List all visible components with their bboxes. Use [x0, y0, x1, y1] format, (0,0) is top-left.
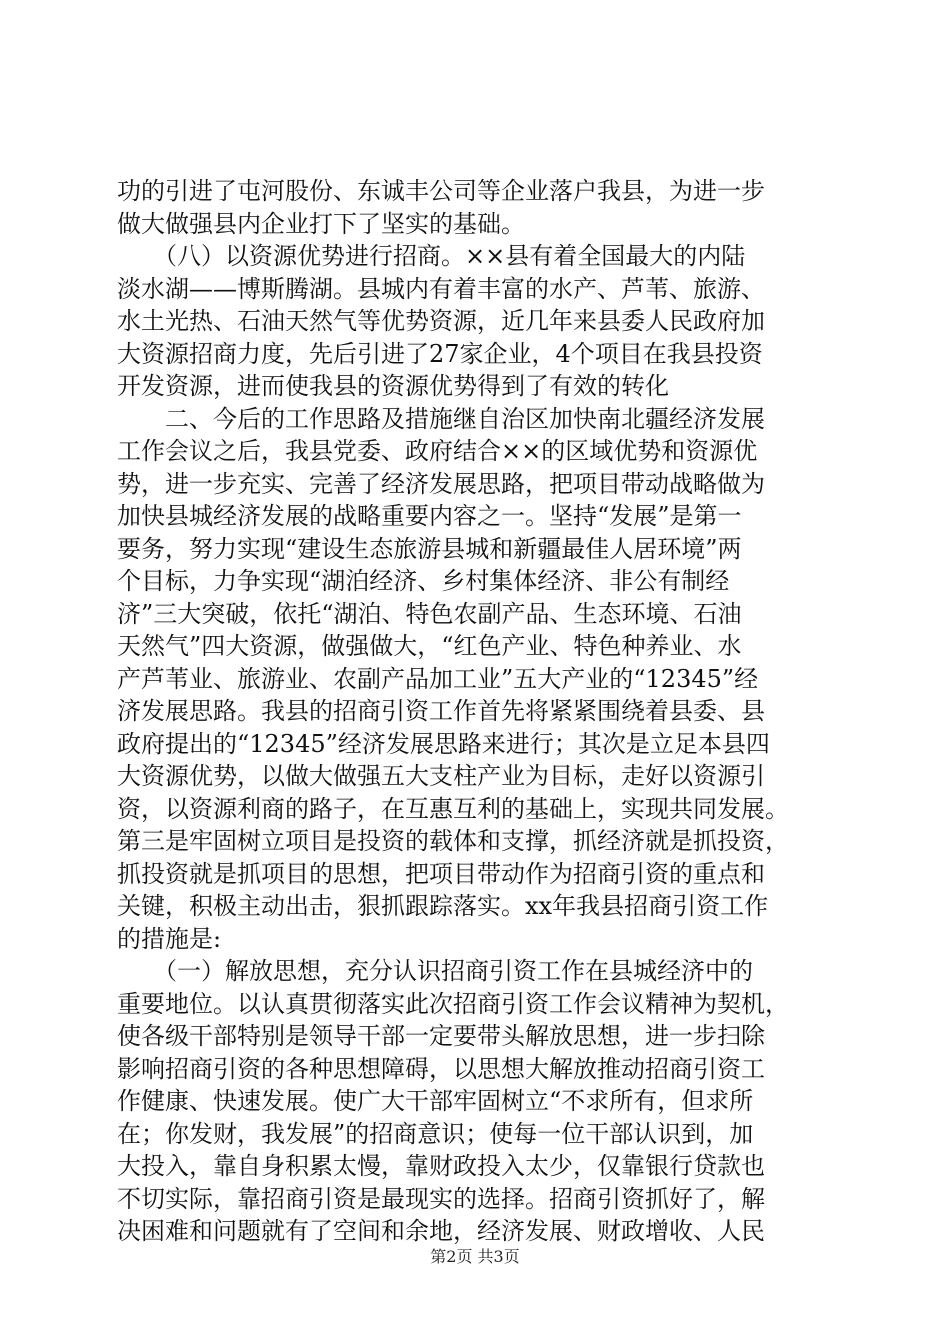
- text-line: （一）解放思想，充分认识招商引资工作在县城经济中的: [117, 957, 753, 985]
- text-line: 资，以资源利商的路子，在互惠互利的基础上，实现共同发展。: [117, 794, 789, 823]
- text-line: 产芦苇业、旅游业、农副产品加工业”五大产业的“12345”经: [117, 664, 759, 693]
- text-line: 功的引进了屯河股份、东诚丰公司等企业落户我县，为进一步: [117, 177, 765, 205]
- text-line: 个目标，力争实现“湖泊经济、乡村集体经济、非公有制经: [117, 567, 730, 595]
- text-line: 天然气”四大资源，做强做大，“红色产业、特色种养业、水: [117, 632, 742, 660]
- text-line: 济发展思路。我县的招商引资工作首先将紧紧围绕着县委、县: [117, 697, 765, 725]
- text-line: 大资源优势，以做大做强五大支柱产业为目标，走好以资源引: [117, 762, 765, 790]
- page-number-label: 第2页 共3页: [430, 1247, 520, 1266]
- text-line: 第三是牢固树立项目是投资的载体和支撑，抓经济就是抓投资，: [117, 827, 789, 855]
- text-line: 决困难和问题就有了空间和余地，经济发展、财政增收、人民: [117, 1217, 765, 1245]
- text-line: 作健康、快速发展。使广大干部牢固树立“不求所有，但求所: [117, 1087, 754, 1115]
- text-line: 重要地位。以认真贯彻落实此次招商引资工作会议精神为契机，: [117, 989, 789, 1018]
- text-line: 抓投资就是抓项目的思想，把项目带动作为招商引资的重点和: [117, 859, 765, 888]
- body-text: [117, 175, 837, 1248]
- text-line: 关键，积极主动出击，狠抓跟踪落实。xx年我县招商引资工作: [117, 892, 769, 920]
- page-footer: [0, 1245, 950, 1269]
- text-line: 开发资源，进而使我县的资源优势得到了有效的转化: [117, 372, 669, 400]
- text-line: 在；你发财，我发展”的招商意识；使每一位干部认识到，加: [117, 1119, 754, 1148]
- text-line: 影响招商引资的各种思想障碍，以思想大解放推动招商引资工: [117, 1054, 765, 1083]
- text-line: 二、今后的工作思路及措施继自治区加快南北疆经济发展: [117, 404, 765, 433]
- text-line: 大投入，靠自身积累太慢，靠财政投入太少，仅靠银行贷款也: [117, 1152, 765, 1180]
- text-line: 大资源招商力度，先后引进了27家企业，4个项目在我县投资: [117, 339, 763, 368]
- text-line: 工作会议之后，我县党委、政府结合××的区域优势和资源优: [117, 437, 758, 465]
- text-line: 不切实际，靠招商引资是最现实的选择。招商引资抓好了，解: [117, 1184, 765, 1213]
- text-line: 淡水湖——博斯腾湖。县城内有着丰富的水产、芦苇、旅游、: [117, 274, 765, 303]
- text-line: 济”三大突破，依托“湖泊、特色农副产品、生态环境、石油: [117, 599, 742, 628]
- text-line: 势，进一步充实、完善了经济发展思路，把项目带动战略做为: [117, 469, 765, 498]
- text-line: 做大做强县内企业打下了坚实的基础。: [117, 209, 525, 238]
- text-line: 水土光热、石油天然气等优势资源，近几年来县委人民政府加: [117, 307, 765, 335]
- text-line: 的措施是:: [117, 924, 222, 953]
- text-line: （八）以资源优势进行招商。××县有着全国最大的内陆: [117, 242, 746, 270]
- text-line: 要务，努力实现“建设生态旅游县城和新疆最佳人居环境”两: [117, 534, 742, 563]
- text-line: 加快县城经济发展的战略重要内容之一。坚持“发展”是第一: [117, 502, 742, 530]
- text-line: 使各级干部特别是领导干部一定要带头解放思想，进一步扫除: [117, 1022, 765, 1050]
- text-line: 政府提出的“12345”经济发展思路来进行；其次是立足本县四: [117, 729, 770, 758]
